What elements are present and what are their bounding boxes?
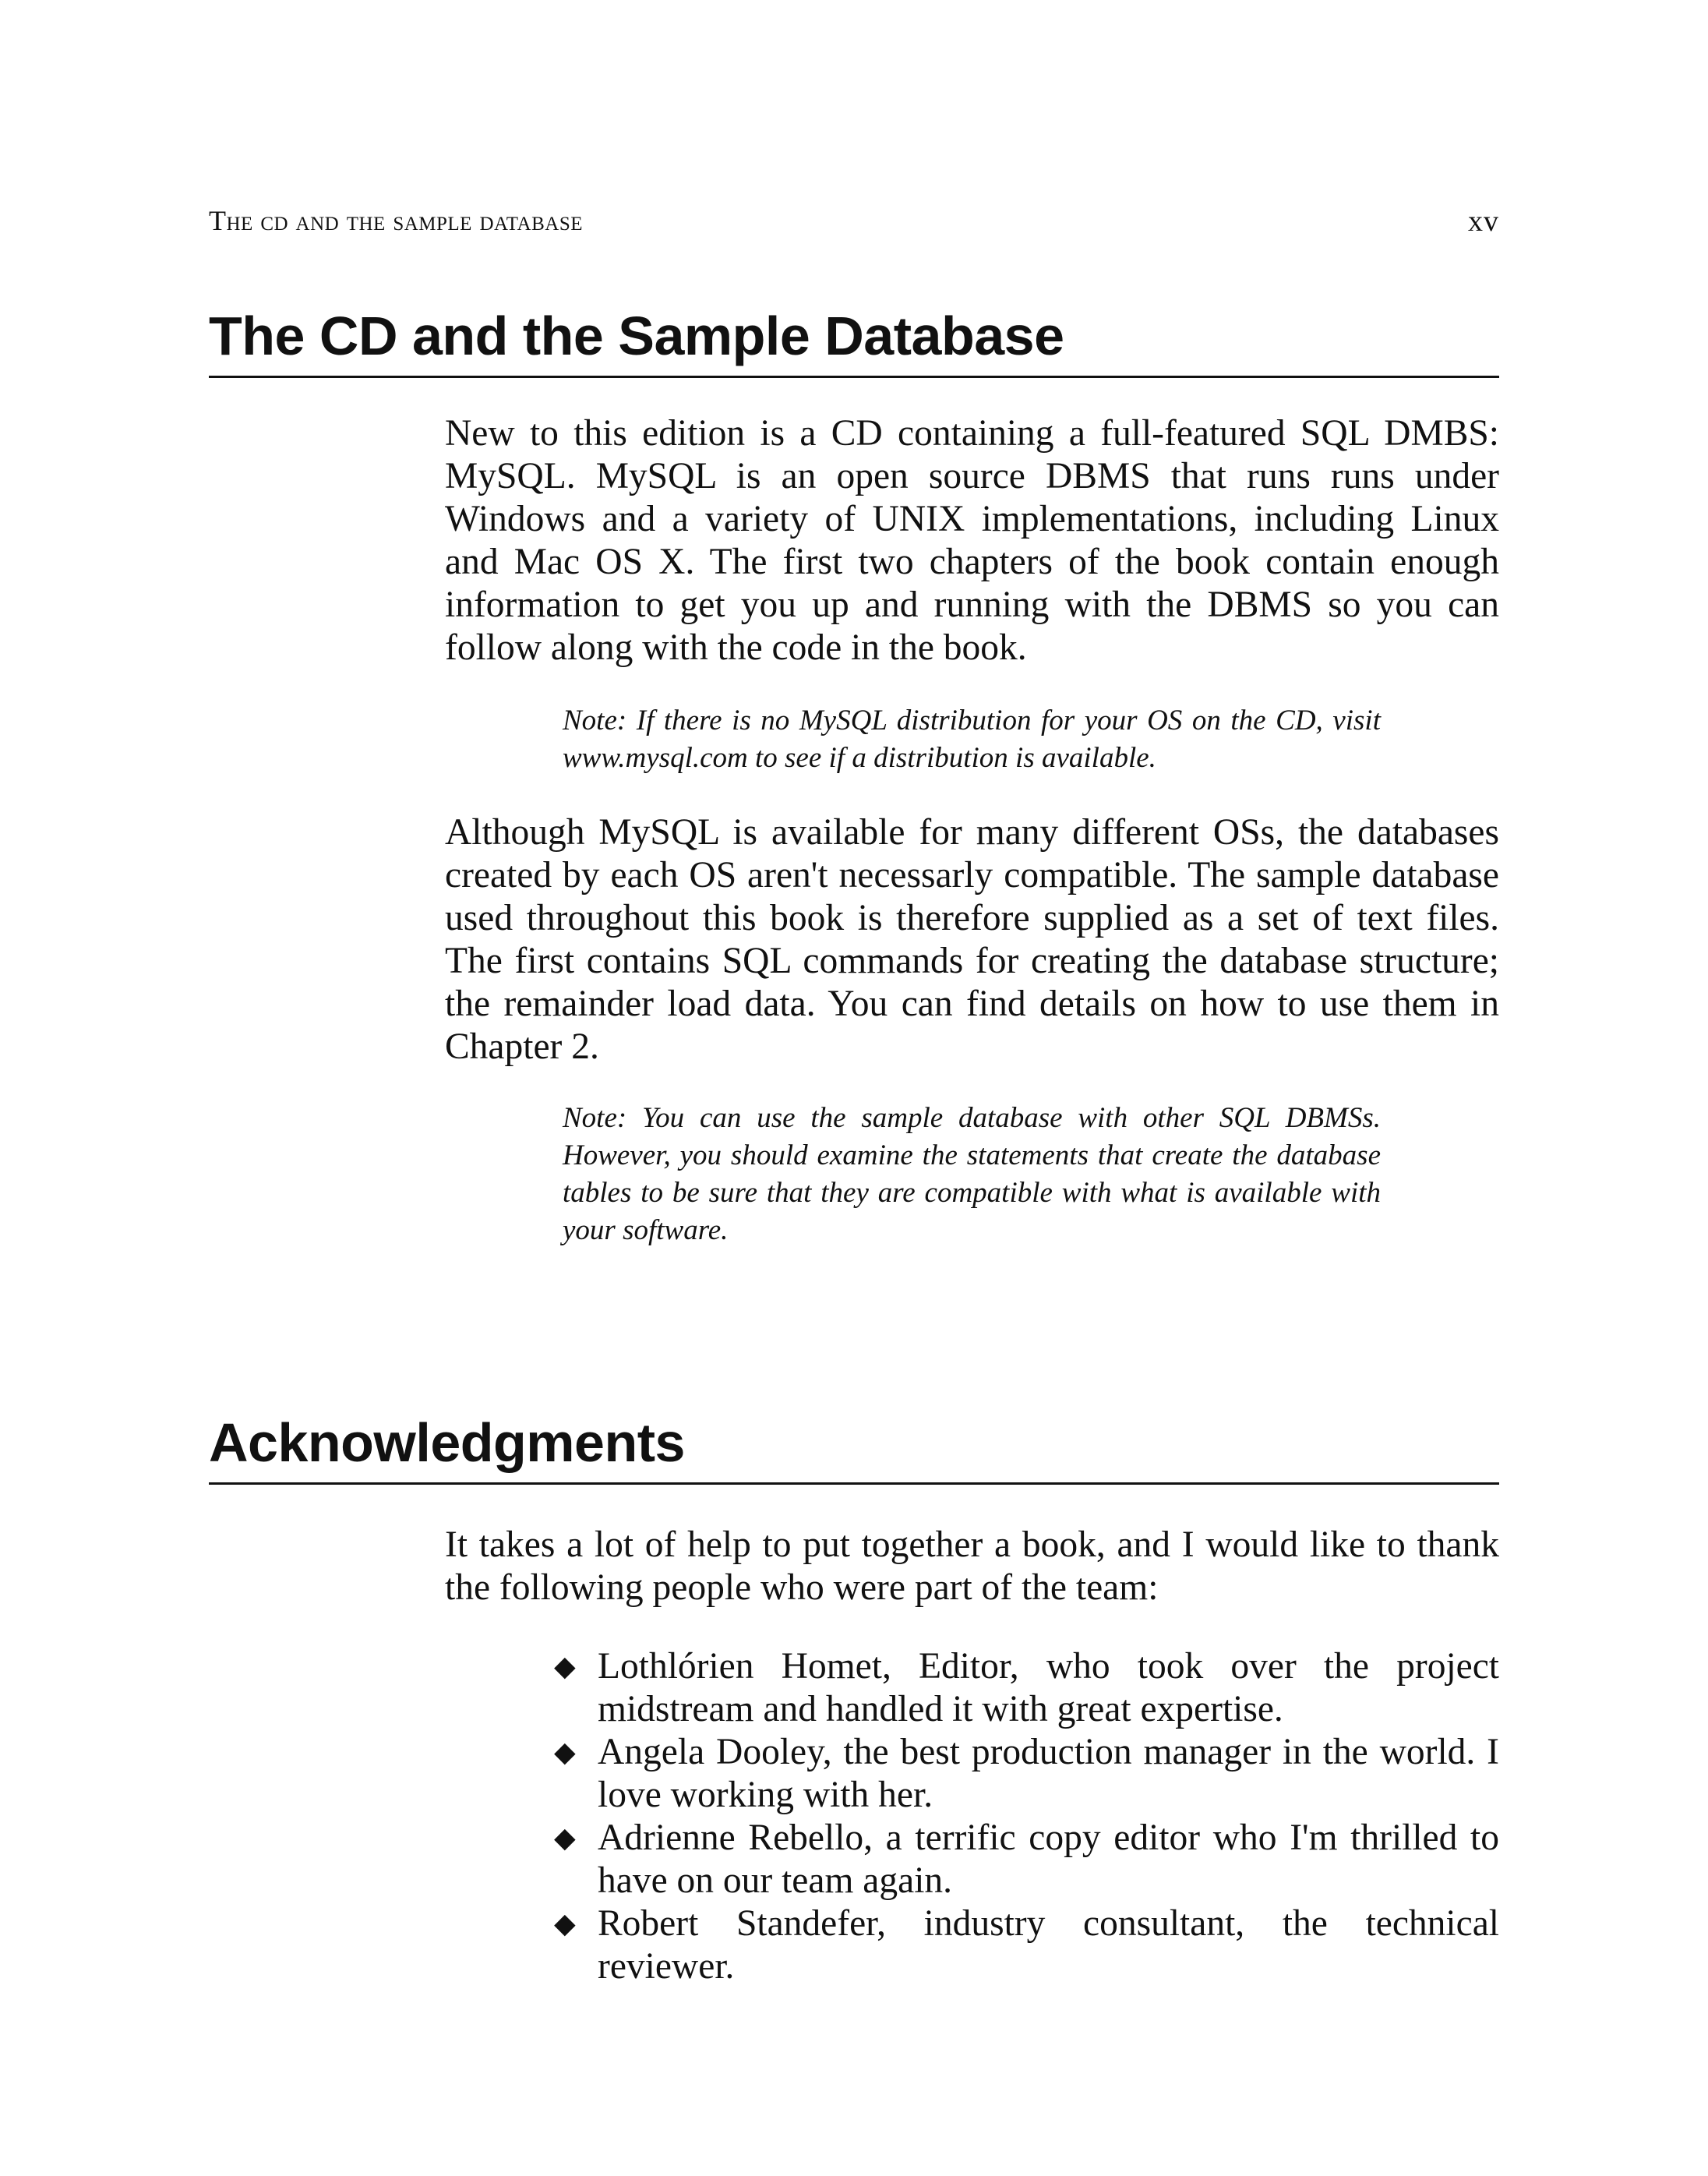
acknowledgments-list [554,1645,1499,1988]
section-heading: Acknowledgments [209,1412,1499,1485]
diamond-bullet-icon: ◆ [554,1651,576,1682]
section-acknowledgments [209,1412,1499,1988]
section-heading: The CD and the Sample Database [209,306,1499,378]
body-paragraph: Although MySQL is available for many different OSs, the databases created by each OS aren't necessarly compatible. The sample database used throughout this book is therefore supplied as a set of text files. The first contains SQL commands for creating the database structure; the remainder load data. You can find details on how to use them in Chapter 2. [445,812,1499,1067]
list-item-text: Adrienne Rebello, a terrific copy editor who I'm thrilled to have on our team again. [598,1817,1499,1901]
list-item [554,1902,1499,1988]
page-number: xv [1468,205,1499,238]
running-head-title: The cd and the sample database [209,205,584,236]
list-item-text: Lothlórien Homet, Editor, who took over the project midstream and handled it with great expertise. [598,1646,1499,1729]
section-cd-and-sample-database [209,306,1499,1249]
note: Note: You can use the sample database with other SQL DBMSs. However, you should examine the statements that create the database tables to be sure that they are compatible with what is available with your software. [563,1102,1381,1246]
running-head [209,204,1499,243]
diamond-bullet-icon: ◆ [554,1908,576,1939]
diamond-bullet-icon: ◆ [554,1822,576,1853]
list-item [554,1645,1499,1731]
note: Note: If there is no MySQL distribution for your OS on the CD, visit www.mysql.com to see if a distribution is available. [563,705,1381,774]
section-body [445,412,1499,1249]
body-paragraph: New to this edition is a CD containing a full-featured SQL DMBS: MySQL. MySQL is an open source DBMS that runs runs under Windows and a variety of UNIX implementations, including Linux and Mac OS X. The first two chapters of the book contain enough information to get you up and running with the DBMS so you can follow along with the code in the book. [445,413,1499,668]
list-item-text: Angela Dooley, the best production manager in the world. I love working with her. [598,1732,1499,1815]
diamond-bullet-icon: ◆ [554,1736,576,1768]
list-item-text: Robert Standefer, industry consultant, the technical reviewer. [598,1903,1499,1987]
section-body [445,1524,1499,1988]
list-item [554,1731,1499,1817]
body-paragraph: It takes a lot of help to put together a book, and I would like to thank the following people who were part of the team: [445,1524,1499,1608]
list-item [554,1817,1499,1902]
